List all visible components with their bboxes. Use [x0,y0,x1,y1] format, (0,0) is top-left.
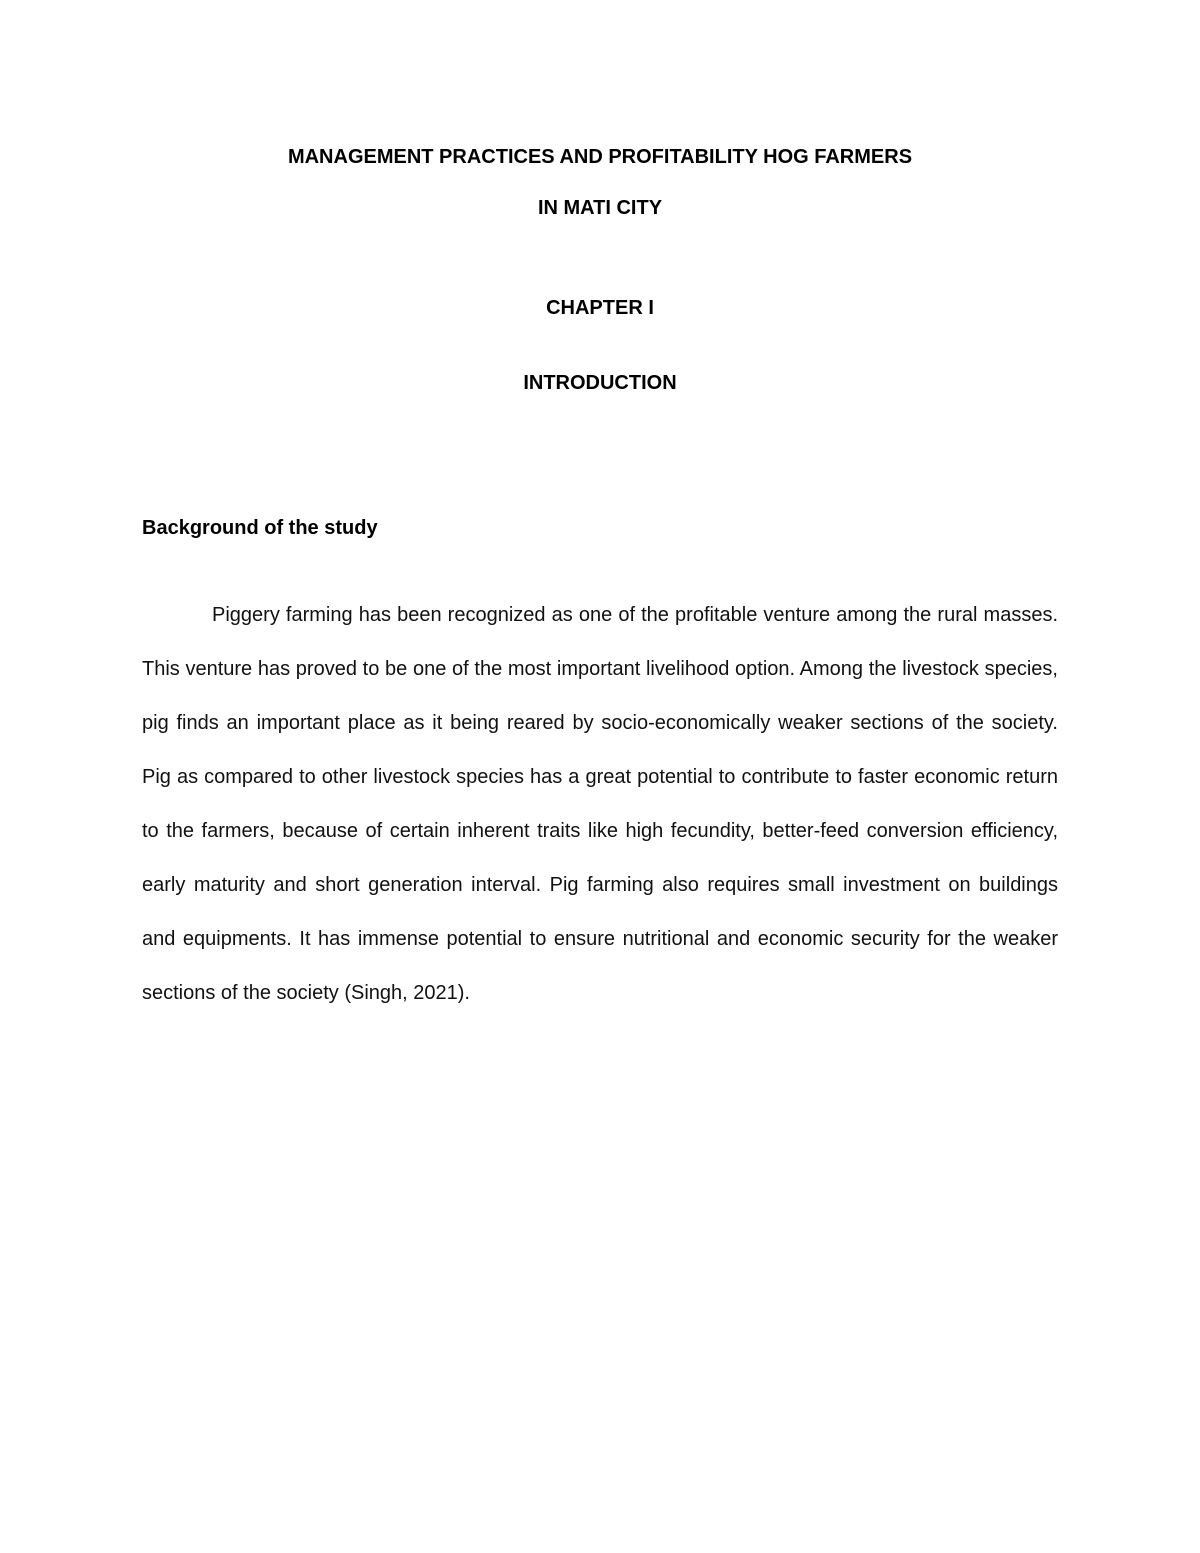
document-title-line-2: IN MATI CITY [537,197,663,219]
chapter-title: INTRODUCTION [523,372,677,394]
body-paragraph: Piggery farming has been recognized as one of the profitable venture among the rural masses. This venture has proved to be one of the most important livelihood option. Among the livestock species, pig finds an important place as it being reared by socio-economically weaker sections of the society. Pig as compared to other livestock species has a great potential to contribute to faster economic return to the farmers, because of certain inherent traits like high fecundity, better-feed conversion efficiency, early maturity and short generation interval. Pig farming also requires small investment on buildings and equipments. It has immense potential to ensure nutritional and economic security for the weaker sections of the society (Singh, 2021). [142,604,1058,1004]
document-title-line-1: MANAGEMENT PRACTICES AND PROFITABILITY HOG FARMERS [287,146,913,168]
section-heading: Background of the study [142,517,378,539]
chapter-number: CHAPTER I [546,297,654,319]
